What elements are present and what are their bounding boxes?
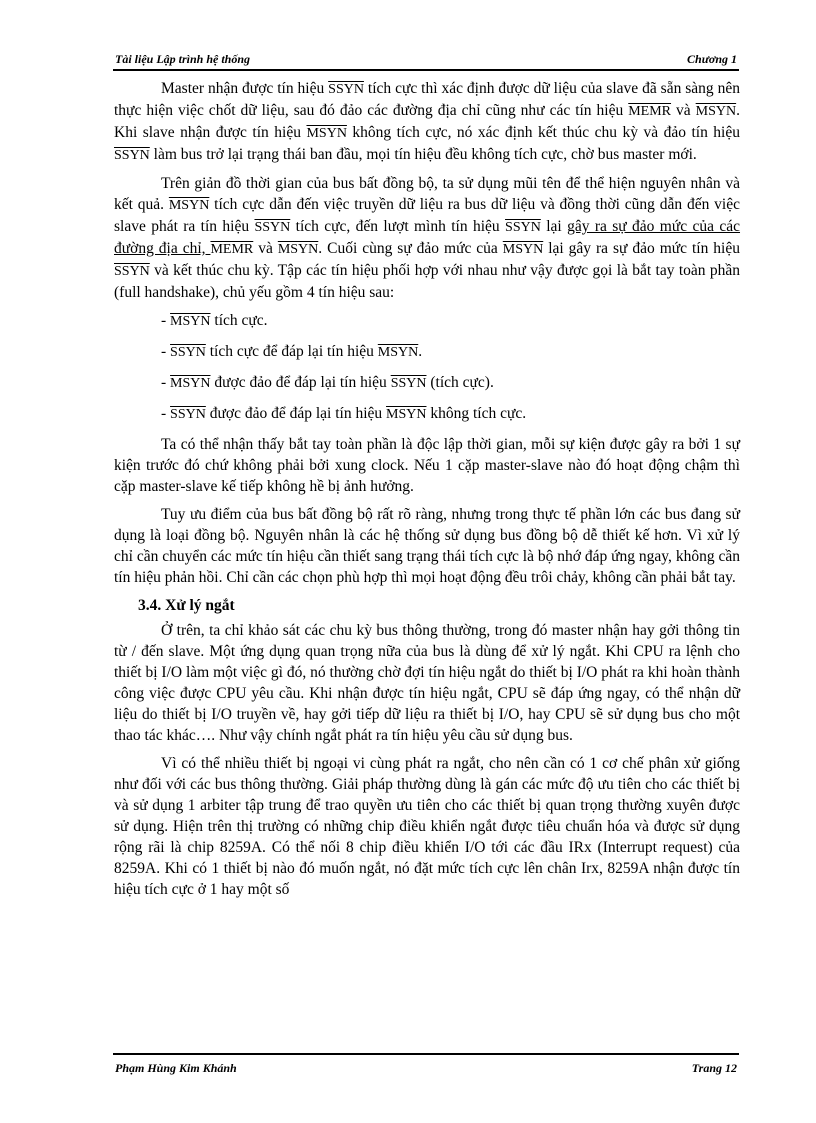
- signal-memr: MEMR: [210, 242, 254, 257]
- paragraph-5: Ở trên, ta chỉ khảo sát các chu kỳ bus thông thường, trong đó master nhận hay gởi thông tin từ / đến slave. Một ứng dụng quan trọng nữa của bus là dùng để xử lý ngắt. Khi CPU ra lệnh cho thiết bị I/O làm một việc gì đó, nó thường chờ đợi tín hiệu ngắt do thiết bị I/O phát ra khi hoàn thành công việc được CPU yêu cầu. Khi nhận được tín hiệu ngắt, CPU sẽ đáp ứng ngay, có thể nhận dữ liệu do thiết bị I/O truyền về, hay gởi tiếp dữ liệu ra thiết bị I/O, hay CPU sẽ sử dụng bus cho một thao tác khác…. Như vậy chính ngắt phát ra tín hiệu yêu cầu sử dụng bus.: [114, 622, 740, 744]
- bullet-dash: -: [161, 343, 171, 360]
- text-run: được đảo để đáp lại tín hiệu: [210, 374, 391, 391]
- signal-ssyn: SSYN: [328, 82, 364, 97]
- signal-msyn: MSYN: [386, 407, 427, 422]
- bullet-item-2: [114, 341, 740, 363]
- signal-msyn: MSYN: [277, 242, 319, 257]
- text-run: tích cực, đến lượt mình tín hiệu: [290, 218, 506, 235]
- bullet-dash: -: [161, 312, 171, 329]
- signal-msyn: MSYN: [170, 376, 211, 391]
- text-run: tích cực thì xác định được dữ liệu của slave đã sẵn sàng nên thực hiện việc chốt dữ liệu, sau đó đảo các đường địa chỉ cũng như các tín hiệu: [114, 80, 740, 119]
- text-run: . Khi slave nhận được tín hiệu: [114, 102, 740, 141]
- header-chapter: Chương 1: [687, 52, 737, 66]
- text-run: Master nhận được tín hiệu: [161, 80, 329, 97]
- bullet-item-3: [114, 372, 740, 394]
- signal-ssyn: SSYN: [254, 220, 291, 235]
- signal-ssyn: SSYN: [505, 220, 541, 235]
- text-run: không tích cực, nó xác định kết thúc chu kỳ và đảo tín hiệu: [346, 124, 740, 141]
- bullet-dash: -: [161, 405, 171, 422]
- paragraph-3: Ta có thể nhận thấy bắt tay toàn phần là độc lập thời gian, mỗi sự kiện được gây ra bởi 1 sự kiện trước đó chứ không phải bởi xung clock. Nếu 1 cặp master-slave nào đó hoạt động chậm thì cặp master-slave kế tiếp không hề bị ảnh hưởng.: [114, 436, 740, 495]
- text-run: và: [671, 102, 696, 119]
- header-document-title: Tài liệu Lập trình hệ thống: [115, 52, 251, 66]
- text-run: tích cực.: [210, 312, 268, 329]
- signal-ssyn: SSYN: [390, 376, 427, 391]
- paragraph-2: [114, 173, 740, 303]
- signal-memr: MEMR: [628, 104, 672, 119]
- page-header: [113, 49, 739, 71]
- text-run: (tích cực).: [426, 374, 494, 391]
- signal-msyn: MSYN: [502, 242, 544, 257]
- text-run: . Cuối cùng sự đảo mức của: [318, 240, 503, 257]
- page-content: [114, 78, 740, 907]
- section-heading: 3.4. Xử lý ngắt: [138, 597, 235, 614]
- signal-ssyn: SSYN: [114, 264, 150, 279]
- text-run: không tích cực.: [426, 405, 527, 422]
- signal-ssyn: SSYN: [114, 148, 150, 163]
- paragraph-4: Tuy ưu điểm của bus bất đồng bộ rất rõ ràng, nhưng trong thực tế phần lớn các bus đang sử dụng là loại đồng bộ. Nguyên nhân là các hệ thống sử dụng bus đồng bộ dễ thiết kế hơn. Vì xử lý chỉ cần chuyển các mức tín hiệu cần thiết sang trạng thái tích cực là bộ nhớ đáp ứng ngay, không cần tín hiệu phản hồi. Chỉ cần các chọn phù hợp thì mọi hoạt động đều trôi chảy, không cần phải bắt tay.: [114, 506, 740, 586]
- signal-ssyn: SSYN: [170, 407, 206, 422]
- text-run: lại: [540, 218, 568, 235]
- signal-msyn: MSYN: [306, 126, 347, 141]
- footer-author: Phạm Hùng Kim Khánh: [115, 1061, 237, 1075]
- signal-msyn: MSYN: [695, 104, 737, 119]
- text-run: được đảo để đáp lại tín hiệu: [205, 405, 387, 422]
- signal-ssyn: SSYN: [170, 345, 206, 360]
- text-run: Trên giản đồ thời gian của bus bất đồng bộ, ta sử dụng mũi tên để thể hiện nguyên nhân và kết quả.: [114, 175, 740, 213]
- text-run-underlined: gây ra sự đảo mức của các đường địa chỉ,: [114, 218, 741, 257]
- bullet-item-1: [114, 310, 740, 332]
- text-run: .: [418, 343, 423, 360]
- paragraph-6: Vì có thể nhiều thiết bị ngoại vi cùng phát ra ngắt, cho nên cần có 1 cơ chế phân xử giống như đối với các bus thông thường. Giải pháp thường dùng là gán các mức độ ưu tiên cho các thiết bị và sử dụng 1 arbiter tập trung để trao quyền ưu tiên cho các thiết bị quan trọng thường xuyên được sử dụng. Hiện trên thị trường có những chip điều khiển ngắt được tiêu chuẩn hóa và được sử dụng rộng rãi là chip 8259A. Có thể nối 8 chip điều khiển I/O tới các đầu IRx (Interrupt request) của 8259A. Khi có 1 thiết bị nào đó muốn ngắt, nó đặt mức tích cực lên chân Irx, 8259A nhận được tín hiệu tích cực ở 1 hay một số: [114, 755, 740, 898]
- bullet-item-4: [114, 403, 740, 425]
- page-footer: [113, 1053, 739, 1079]
- footer-page-number: Trang 12: [691, 1061, 737, 1075]
- signal-msyn: MSYN: [377, 345, 419, 360]
- text-run: tích cực để đáp lại tín hiệu: [205, 343, 378, 360]
- text-run: và kết thúc chu kỳ. Tập các tín hiệu phối hợp với nhau như vậy được gọi là bắt tay toàn phần (full handshake), chủ yếu gồm 4 tín hiệu sau:: [114, 262, 740, 301]
- paragraph-1: [114, 78, 740, 166]
- signal-msyn: MSYN: [168, 198, 210, 213]
- signal-msyn: MSYN: [170, 314, 211, 329]
- text-run: tích cực dẫn đến việc truyền dữ liệu ra bus dữ liệu và đồng thời cũng dẫn đến việc slave phát ra tín hiệu: [114, 196, 740, 235]
- text-run: và: [253, 240, 278, 257]
- text-run: làm bus trở lại trạng thái ban đầu, mọi tín hiệu đều không tích cực, chờ bus master mới.: [149, 146, 697, 163]
- text-run: lại gây ra sự đảo mức tín hiệu: [543, 240, 740, 257]
- bullet-dash: -: [161, 374, 171, 391]
